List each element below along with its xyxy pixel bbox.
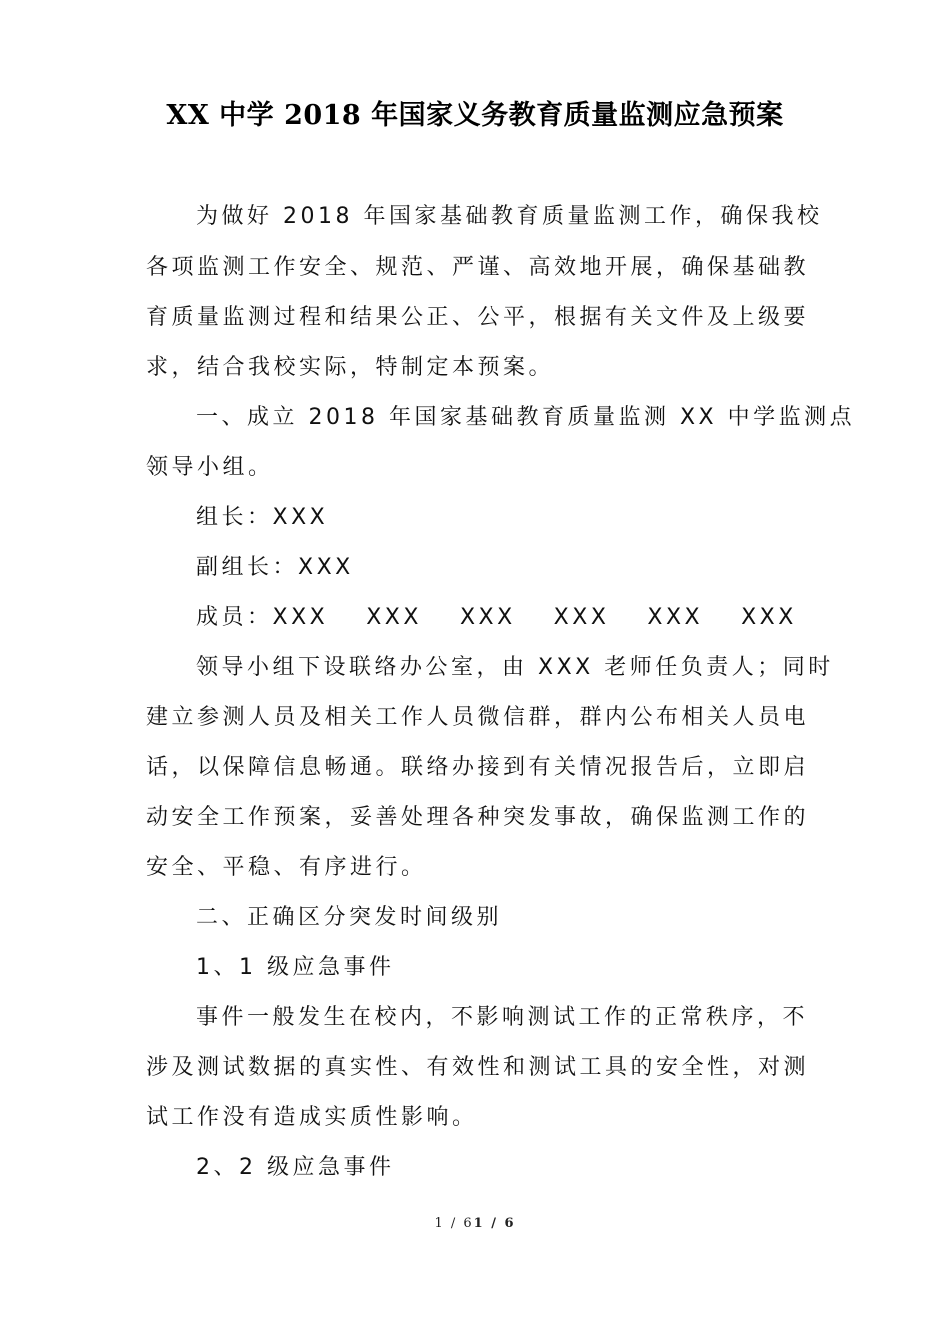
section-heading: 二、正确区分突发时间级别 xyxy=(196,905,503,930)
subsection-heading: 2、2 级应急事件 xyxy=(196,1155,395,1180)
document-title: XX 中学 2018 年国家义务教育质量监测应急预案 xyxy=(166,100,784,131)
member-name: XXX xyxy=(647,605,704,630)
paragraph-line: 话，以保障信息畅通。联络办接到有关情况报告后，立即启 xyxy=(146,755,810,780)
paragraph-line: 各项监测工作安全、规范、严谨、高效地开展，确保基础教 xyxy=(146,255,810,280)
member-name: XXX xyxy=(366,605,422,630)
page-footer xyxy=(0,1216,950,1231)
paragraph-line: 为做好 2018 年国家基础教育质量监测工作，确保我校 xyxy=(196,204,823,229)
paragraph-line: 动安全工作预案，妥善处理各种突发事故，确保监测工作的 xyxy=(146,805,810,830)
page-number-bold: 1 / 6 xyxy=(473,1216,516,1231)
paragraph-line: 安全、平稳、有序进行。 xyxy=(146,855,427,880)
section-heading: 一、成立 2018 年国家基础教育质量监测 XX 中学监测点 xyxy=(196,405,856,430)
paragraph-line: 事件一般发生在校内，不影响测试工作的正常秩序，不 xyxy=(196,1005,809,1030)
member-name: XXX xyxy=(459,605,516,630)
member-name: XXX xyxy=(553,605,610,630)
members-label: 成员： xyxy=(196,605,273,630)
deputy-leader-line: 副组长：XXX xyxy=(196,555,354,580)
page-number: 1 / 6 xyxy=(434,1216,474,1231)
paragraph-line: 试工作没有造成实质性影响。 xyxy=(146,1105,478,1130)
paragraph-line: 领导小组。 xyxy=(146,455,274,480)
paragraph-line: 育质量监测过程和结果公正、公平，根据有关文件及上级要 xyxy=(146,305,810,330)
leader-line: 组长：XXX xyxy=(196,505,329,530)
paragraph-line: 求，结合我校实际，特制定本预案。 xyxy=(146,355,555,380)
subsection-heading: 1、1 级应急事件 xyxy=(196,955,395,980)
members-line xyxy=(196,603,797,633)
paragraph-line: 涉及测试数据的真实性、有效性和测试工具的安全性，对测 xyxy=(146,1055,810,1080)
member-name: XXX xyxy=(741,605,797,630)
paragraph-line: 领导小组下设联络办公室，由 XXX 老师任负责人；同时 xyxy=(196,655,834,680)
paragraph-line: 建立参测人员及相关工作人员微信群，群内公布相关人员电 xyxy=(146,705,810,730)
member-name: XXX xyxy=(272,605,329,630)
